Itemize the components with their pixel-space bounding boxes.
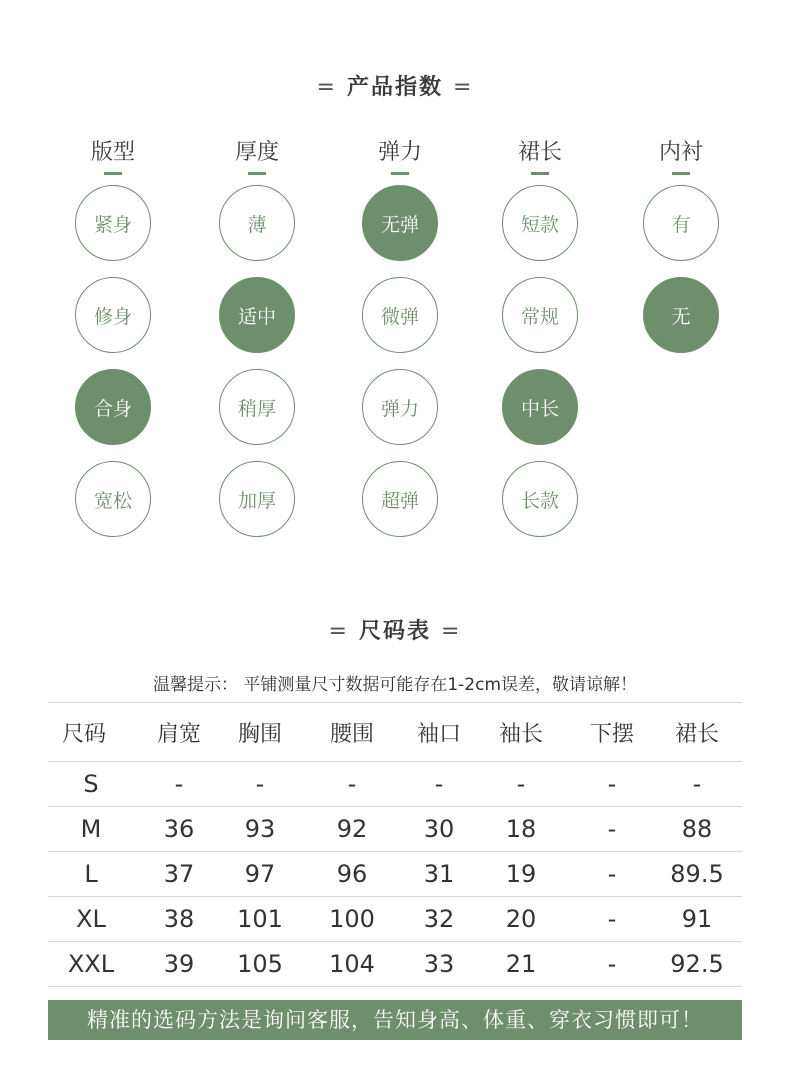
index-option: 微弹	[362, 277, 438, 353]
size-label: L	[48, 852, 134, 897]
table-header-row	[48, 703, 742, 762]
size-table	[48, 702, 742, 987]
measurement-cell: 20	[470, 897, 572, 942]
measurement-cell: 88	[652, 807, 742, 852]
index-option: 紧身	[75, 185, 151, 261]
column-header: 尺码	[48, 703, 134, 762]
column-header: 袖口	[408, 703, 470, 762]
measurement-cell: -	[572, 807, 652, 852]
measurement-cell: 101	[224, 897, 296, 942]
measurement-cell: 97	[224, 852, 296, 897]
measurement-cell: 32	[408, 897, 470, 942]
size-label: M	[48, 807, 134, 852]
size-label: XL	[48, 897, 134, 942]
measurement-cell: 31	[408, 852, 470, 897]
table-row	[48, 942, 742, 987]
measurement-cell: 105	[224, 942, 296, 987]
measurement-cell: 39	[134, 942, 224, 987]
measurement-cell: -	[572, 897, 652, 942]
index-title-text: 产品指数	[346, 75, 443, 100]
index-column	[197, 138, 317, 553]
header-underline	[104, 172, 122, 175]
title-decoration-left: =	[316, 75, 337, 100]
measurement-cell: 96	[296, 852, 408, 897]
index-column-header: 版型	[90, 140, 135, 165]
index-option-selected: 无	[643, 277, 719, 353]
index-option-selected: 中长	[502, 369, 578, 445]
index-option: 短款	[502, 185, 578, 261]
measurement-cell: 89.5	[652, 852, 742, 897]
table-row	[48, 762, 742, 807]
title-decoration-right: =	[441, 619, 462, 644]
index-column-header: 弹力	[377, 140, 422, 165]
column-header: 袖长	[470, 703, 572, 762]
table-row	[48, 852, 742, 897]
index-option: 长款	[502, 461, 578, 537]
measurement-cell: -	[134, 762, 224, 807]
index-column-header: 内衬	[658, 140, 703, 165]
measurement-cell: 18	[470, 807, 572, 852]
title-decoration-right: =	[453, 75, 474, 100]
index-column	[480, 138, 600, 553]
size-label: XXL	[48, 942, 134, 987]
measurement-cell: 38	[134, 897, 224, 942]
measurement-cell: 33	[408, 942, 470, 987]
size-section-title	[0, 614, 790, 645]
measurement-cell: -	[572, 942, 652, 987]
measurement-cell: 104	[296, 942, 408, 987]
measurement-cell: 36	[134, 807, 224, 852]
index-column-header: 裙长	[517, 140, 562, 165]
index-column-header: 厚度	[234, 140, 279, 165]
size-label: S	[48, 762, 134, 807]
measurement-cell: 91	[652, 897, 742, 942]
measurement-cell: -	[224, 762, 296, 807]
header-underline	[391, 172, 409, 175]
index-option: 常规	[502, 277, 578, 353]
measurement-tip: 温馨提示： 平铺测量尺寸数据可能存在1-2cm误差，敬请谅解！	[152, 675, 638, 695]
header-underline	[248, 172, 266, 175]
size-title-text: 尺码表	[358, 619, 431, 644]
index-column	[340, 138, 460, 553]
index-section-title	[0, 70, 790, 101]
index-option: 有	[643, 185, 719, 261]
index-option: 宽松	[75, 461, 151, 537]
table-row	[48, 807, 742, 852]
measurement-cell: 30	[408, 807, 470, 852]
column-header: 下摆	[572, 703, 652, 762]
index-option-selected: 合身	[75, 369, 151, 445]
measurement-cell: -	[572, 762, 652, 807]
measurement-cell: -	[408, 762, 470, 807]
index-option: 加厚	[219, 461, 295, 537]
index-option: 超弹	[362, 461, 438, 537]
index-option: 弹力	[362, 369, 438, 445]
header-underline	[531, 172, 549, 175]
index-option: 稍厚	[219, 369, 295, 445]
title-decoration-left: =	[328, 619, 349, 644]
measurement-cell: 37	[134, 852, 224, 897]
index-option: 薄	[219, 185, 295, 261]
measurement-cell: 92.5	[652, 942, 742, 987]
column-header: 胸围	[224, 703, 296, 762]
measurement-cell: -	[470, 762, 572, 807]
index-option-selected: 适中	[219, 277, 295, 353]
column-header: 腰围	[296, 703, 408, 762]
measurement-cell: -	[652, 762, 742, 807]
measurement-cell: -	[296, 762, 408, 807]
measurement-cell: 21	[470, 942, 572, 987]
header-underline	[672, 172, 690, 175]
measurement-cell: 100	[296, 897, 408, 942]
measurement-cell: 19	[470, 852, 572, 897]
column-header: 裙长	[652, 703, 742, 762]
measurement-cell: 92	[296, 807, 408, 852]
index-column	[53, 138, 173, 553]
index-option-selected: 无弹	[362, 185, 438, 261]
measurement-cell: 93	[224, 807, 296, 852]
size-advice-banner: 精准的选码方法是询问客服，告知身高、体重、穿衣习惯即可！	[48, 1000, 742, 1040]
index-option: 修身	[75, 277, 151, 353]
column-header: 肩宽	[134, 703, 224, 762]
table-row	[48, 897, 742, 942]
index-column	[621, 138, 741, 369]
measurement-cell: -	[572, 852, 652, 897]
